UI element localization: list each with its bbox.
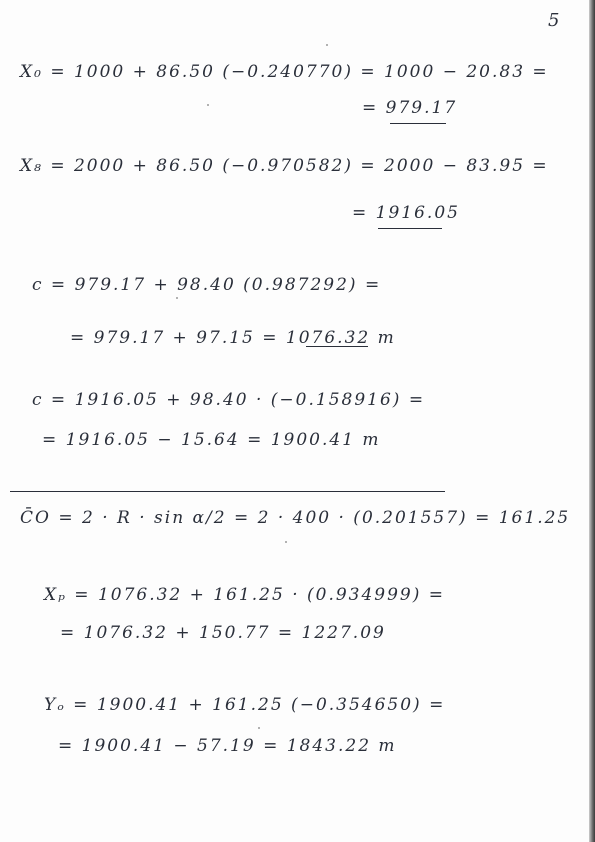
scan-speck [207,104,209,106]
underline-xb-result [378,228,442,229]
equation-xb-result: = 1916.05 [352,203,460,223]
scan-speck [176,297,178,299]
section-divider [10,491,445,492]
equation-c1-line-2: = 979.17 + 97.15 = 1076.32 m [70,328,396,348]
equation-c2-line-2: = 1916.05 − 15.64 = 1900.41 m [42,430,381,450]
equation-yo-line-1: Yₒ = 1900.41 + 161.25 (−0.354650) = [44,695,446,715]
equation-xb-line-1: X₈ = 2000 + 86.50 (−0.970582) = 2000 − 83.95 = [20,156,549,176]
equation-xa-line-1: X₀ = 1000 + 86.50 (−0.240770) = 1000 − 20.83 = [20,62,549,82]
equation-co-line-1: C̄O = 2 · R · sin α/2 = 2 · 400 · (0.201557) = 161.25 [20,508,571,528]
scan-speck [326,44,328,46]
underline-c1-result [306,346,368,347]
underline-xa-result [390,123,446,124]
equation-xa-result: = 979.17 [362,98,458,118]
page-binding-edge [589,0,595,842]
page-number: 5 [548,10,560,31]
scan-speck [258,727,260,729]
scan-speck [285,541,287,543]
equation-yo-line-2: = 1900.41 − 57.19 = 1843.22 m [58,736,397,756]
equation-c1-line-1: c = 979.17 + 98.40 (0.987292) = [32,275,382,295]
equation-xp-line-2: = 1076.32 + 150.77 = 1227.09 [60,623,386,643]
equation-c2-line-1: c = 1916.05 + 98.40 · (−0.158916) = [32,390,426,410]
equation-xp-line-1: Xₚ = 1076.32 + 161.25 · (0.934999) = [44,585,446,605]
